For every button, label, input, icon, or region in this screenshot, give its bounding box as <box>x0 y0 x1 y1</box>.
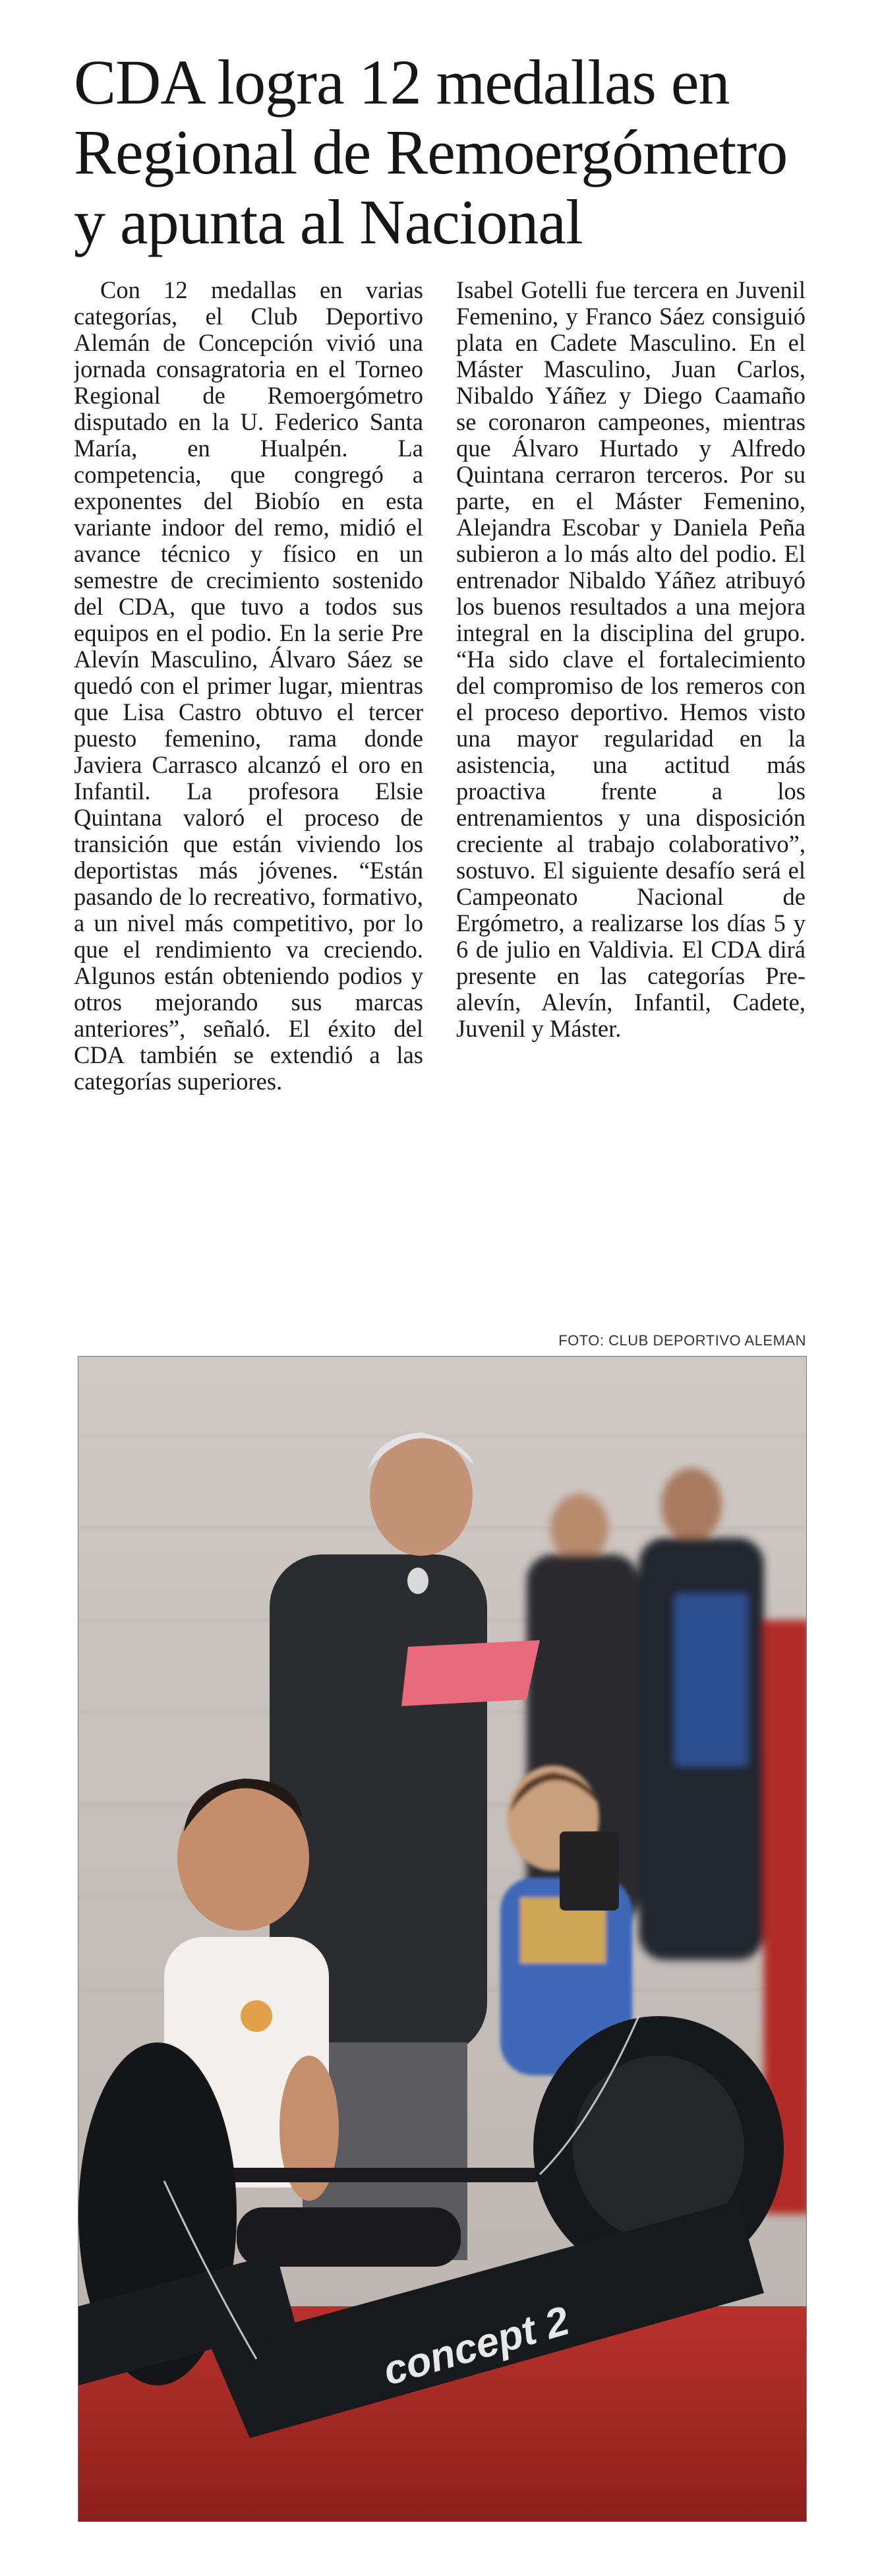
ergometer-monitor <box>560 1831 619 1911</box>
photo-credit: FOTO: CLUB DEPORTIVO ALEMAN <box>558 1332 806 1349</box>
article-column-1 <box>74 277 423 1320</box>
column-2-text: Isabel Gotelli fue tercera en Juvenil Femenino, y Franco Sáez consiguió plata en Cadete Masculino. En el Máster Masculino, Juan Carlos, Nibaldo Yáñez y Diego Caamaño se coronaron campeones, mientras que Álvaro Hurtado y Alfredo Quintana cerraron terceros. Por su parte, en el Máster Femenino, Alejandra Escobar y Daniela Peña subieron a lo más alto del podio. El entrenador Nibaldo Yáñez atribuyó los buenos resultados a una mejora integral en la disciplina del grupo. “Ha sido clave el fortalecimiento del compromiso de los remeros con el proceso deportivo. Hemos visto una mayor regularidad en la asistencia, una actitud más proactiva frente a los entrenamientos y una disposición creciente al trabajo colaborativo”, sostuvo. El siguiente desafío será el Campeonato Nacional de Ergómetro, a realizarse los días 5 y 6 de julio en Valdivia. El CDA dirá presente en las categorías Pre-alevín, Alevín, Infantil, Cadete, Juvenil y Máster. <box>456 277 806 1042</box>
rowing-photo <box>78 1356 807 2522</box>
headline: CDA logra 12 medallas en Regional de Remoergómetro y apunta al Nacional <box>74 47 788 257</box>
photo-illustration <box>78 1357 806 2521</box>
article-column-2 <box>456 277 806 1320</box>
pink-paper <box>401 1640 540 1706</box>
column-1-text: Con 12 medallas en varias categorías, el Club Deportivo Alemán de Concepción vivió una jornada consagratoria en el Torneo Regional de Remoergómetro disputado en la U. Federico Santa María, en Hualpén. La competencia, que congregó a exponentes del Biobío en esta variante indoor del remo, midió el avance técnico y físico en un semestre de crecimiento sostenido del CDA, que tuvo a todos sus equipos en el podio. En la serie Pre Alevín Masculino, Álvaro Sáez se quedó con el primer lugar, mientras que Lisa Castro obtuvo el tercer puesto femenino, rama donde Javiera Carrasco alcanzó el oro en Infantil. La profesora Elsie Quintana valoró el proceso de transición que están viviendo los deportistas más jóvenes. “Están pasando de lo recreativo, formativo, a un nivel más competitivo, por lo que el rendimiento va creciendo. Algunos están obteniendo podios y otros mejorando sus marcas anteriores”, señaló. El éxito del CDA también se extendió a las categorías superiores. <box>74 277 423 1095</box>
machine-brand-label: concept 2 <box>378 2298 575 2395</box>
article-body <box>74 277 806 1320</box>
whistle <box>407 1568 428 1594</box>
